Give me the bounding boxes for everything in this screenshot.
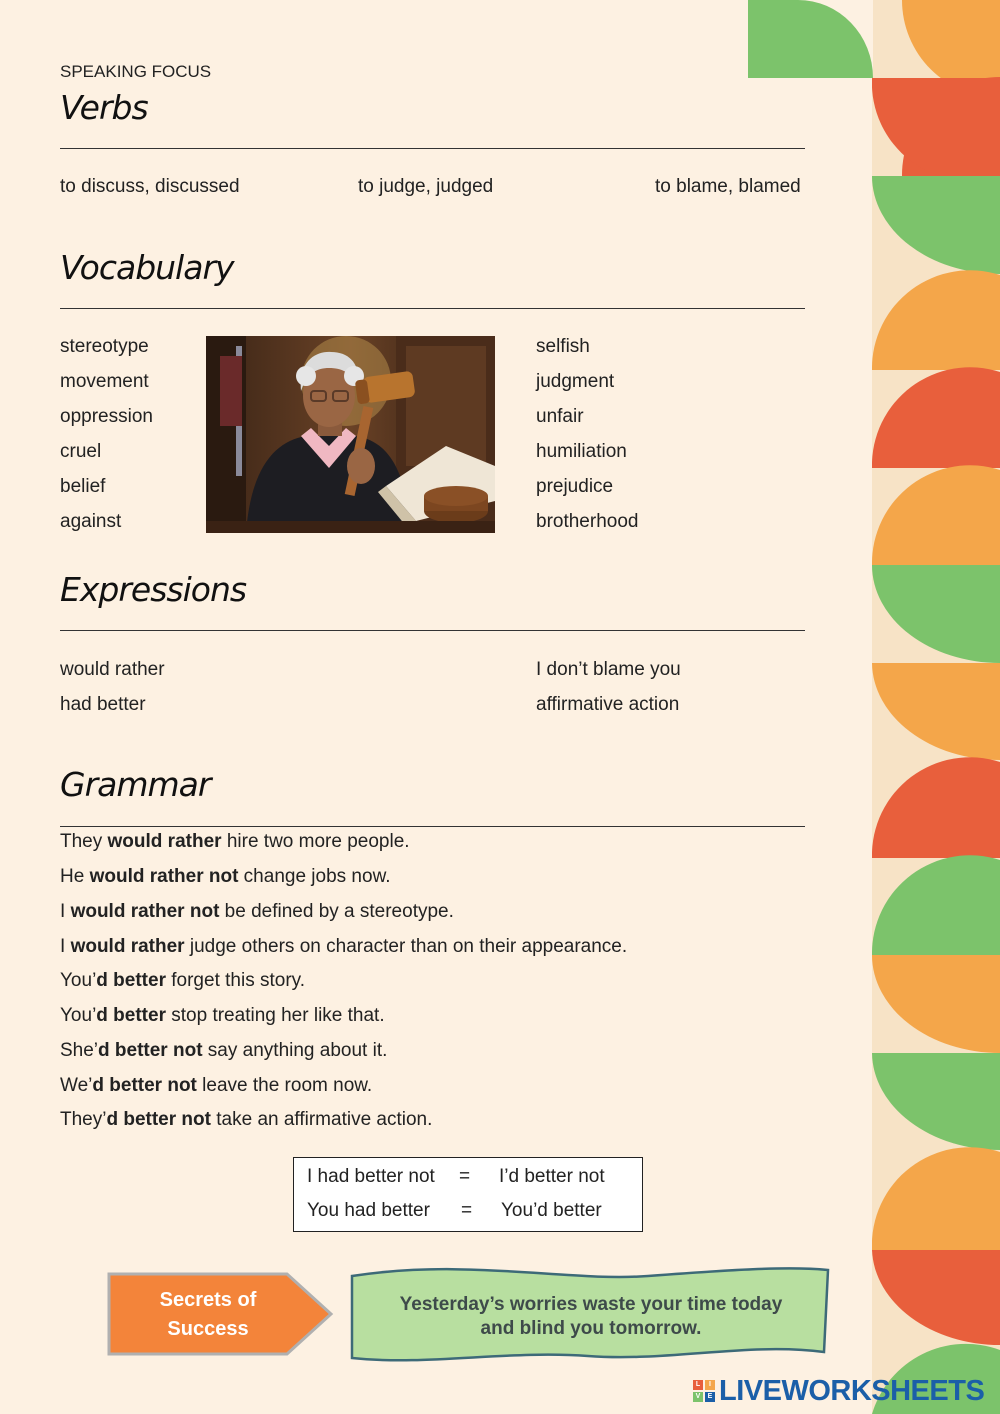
quote-text: Yesterday’s worries waste your time today and blind you tomorrow.	[399, 1294, 783, 1339]
divider-line	[60, 826, 805, 827]
verb-item: to blame, blamed	[655, 176, 801, 197]
divider-line	[60, 308, 805, 309]
decorative-shapes	[872, 0, 1000, 1414]
section-kicker: SPEAKING FOCUS	[60, 62, 212, 81]
vocab-item: brotherhood	[536, 511, 639, 532]
heading-grammar: Grammar	[60, 765, 211, 804]
long-form: I had better not	[307, 1166, 435, 1187]
vocab-item: oppression	[60, 406, 153, 427]
vocab-item: unfair	[536, 406, 584, 427]
heading-expressions: Expressions	[60, 570, 247, 609]
grammar-sentence: I would rather not be defined by a stereotype.	[60, 901, 454, 922]
decorative-side-strip	[872, 0, 1000, 1414]
vocab-item: cruel	[60, 441, 102, 462]
divider-line	[60, 630, 805, 631]
verb-item: to judge, judged	[358, 176, 494, 197]
long-form: You had better	[307, 1200, 430, 1221]
vocab-item: movement	[60, 371, 149, 392]
decorative-corner-shape	[748, 0, 873, 78]
vocab-item: humiliation	[536, 441, 627, 462]
logo-text: LIVEWORKSHEETS	[719, 1374, 985, 1407]
judge-photo	[206, 336, 495, 533]
liveworksheets-logo	[692, 1376, 984, 1406]
short-form: I’d better not	[499, 1166, 605, 1187]
grammar-sentence: You’d better forget this story.	[60, 970, 306, 991]
expression-item: had better	[60, 694, 146, 715]
equals-sign: =	[461, 1200, 473, 1221]
grammar-sentence: You’d better stop treating her like that.	[60, 1005, 385, 1026]
grammar-sentence: I would rather judge others on character than on their appearance.	[60, 936, 628, 957]
divider-line	[60, 148, 805, 149]
heading-verbs: Verbs	[60, 88, 148, 127]
grammar-sentence: They’d better not take an affirmative action.	[60, 1109, 433, 1130]
grammar-sentence: She’d better not say anything about it.	[60, 1040, 388, 1061]
vocab-item: against	[60, 511, 122, 532]
heading-vocabulary: Vocabulary	[60, 248, 234, 287]
grammar-sentence: He would rather not change jobs now.	[60, 866, 391, 887]
vocab-item: prejudice	[536, 476, 614, 497]
vocab-item: judgment	[536, 371, 615, 392]
equals-sign: =	[459, 1166, 471, 1187]
verb-item: to discuss, discussed	[60, 176, 240, 197]
expression-item: affirmative action	[536, 694, 680, 715]
vocab-item: stereotype	[60, 336, 149, 357]
vocab-item: belief	[60, 476, 106, 497]
logo-mark-icon: L I V E	[692, 1379, 716, 1403]
contraction-box	[293, 1157, 643, 1232]
short-form: You’d better	[501, 1200, 602, 1221]
grammar-sentence: They would rather hire two more people.	[60, 831, 410, 852]
expression-item: I don’t blame you	[536, 659, 681, 680]
vocab-item: selfish	[536, 336, 590, 357]
secrets-of-success-label: Secrets of Success	[159, 1289, 257, 1340]
expression-item: would rather	[60, 659, 165, 680]
grammar-sentence: We’d better not leave the room now.	[60, 1075, 373, 1096]
